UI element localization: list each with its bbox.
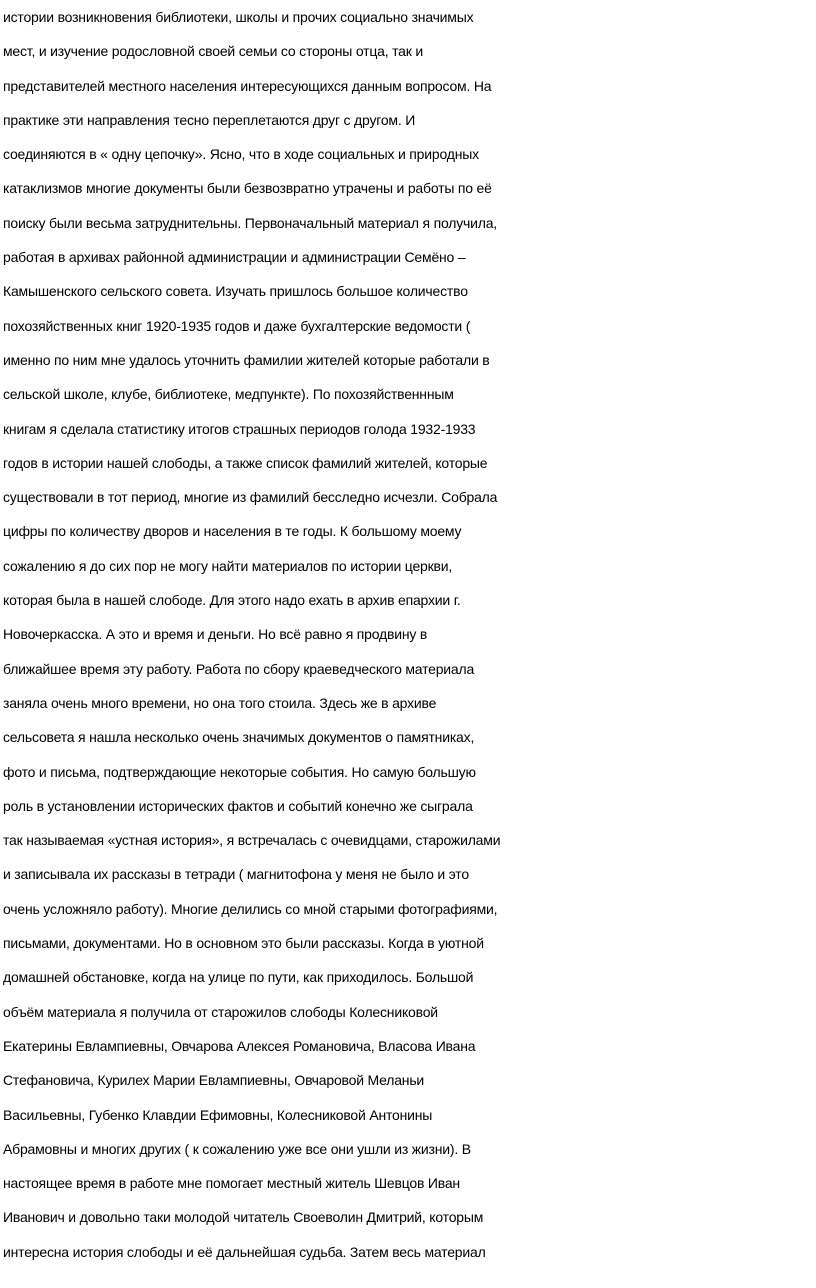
text-line: ближайшее время эту работу. Работа по сбору краеведческого материала	[3, 660, 475, 677]
text-line: объём материала я получила от старожилов слободы Колесниковой	[3, 1003, 438, 1020]
text-line: практике эти направления тесно переплетаются друг с другом. И	[3, 111, 416, 128]
text-line: Новочеркасска. А это и время и деньги. Но всё равно я продвину в	[3, 626, 428, 643]
text-line: сельской школе, клубе, библиотеке, медпункте). По похозяйственнным	[3, 386, 454, 403]
text-line: годов в истории нашей слободы, а также список фамилий жителей, которые	[3, 454, 488, 471]
text-line: настоящее время в работе мне помогает местный житель Шевцов Иван	[3, 1175, 460, 1192]
text-line: сожалению я до сих пор не могу найти материалов по истории церкви,	[3, 557, 453, 574]
text-line: Васильевны, Губенко Клавдии Ефимовны, Колесниковой Антонины	[3, 1106, 433, 1123]
document-body-text	[3, 0, 816, 1269]
text-line: заняла очень много времени, но она того стоила. Здесь же в архиве	[3, 694, 437, 711]
text-line: поиску были весьма затруднительны. Первоначальный материал я получила,	[3, 214, 497, 231]
text-line: похозяйственных книг 1920-1935 годов и даже бухгалтерские ведомости (	[3, 317, 471, 334]
text-line: и записывала их рассказы в тетради ( магнитофона у меня не было и это	[3, 866, 469, 883]
text-line: фото и письма, подтверждающие некоторые события. Но самую большую	[3, 763, 476, 780]
text-line: так называемая «устная история», я встречалась с очевидцами, старожилами	[3, 832, 501, 849]
text-line: роль в установлении исторических фактов и событий конечно же сыграла	[3, 797, 473, 814]
text-line: которая была в нашей слободе. Для этого надо ехать в архив епархии г.	[3, 592, 461, 609]
text-line: сельсовета я нашла несколько очень значимых документов о памятниках,	[3, 729, 475, 746]
text-line: существовали в тот период, многие из фамилий бесследно исчезли. Собрала	[3, 489, 498, 506]
text-line: цифры по количеству дворов и населения в те годы. К большому моему	[3, 523, 462, 540]
text-line: письмами, документами. Но в основном это были рассказы. Когда в уютной	[3, 935, 484, 952]
text-line: очень усложняло работу). Многие делились со мной старыми фотографиями,	[3, 900, 498, 917]
text-line: Иванович и довольно таки молодой читатель Своеволин Дмитрий, которым	[3, 1209, 484, 1226]
text-line: работая в архивах районной администрации и администрации Семёно –	[3, 249, 466, 266]
text-line: Камышенского сельского совета. Изучать пришлось большое количество	[3, 283, 468, 300]
text-line: мест, и изучение родословной своей семьи со стороны отца, так и	[3, 43, 424, 60]
text-line: истории возникновения библиотеки, школы и прочих социально значимых	[3, 9, 474, 25]
text-line: соединяются в « одну цепочку». Ясно, что в ходе социальных и природных	[3, 146, 479, 163]
text-line: Стефановича, Курилех Марии Евлампиевны, Овчаровой Меланьи	[3, 1072, 425, 1089]
text-line: книгам я сделала статистику итогов страшных периодов голода 1932-1933	[3, 420, 476, 437]
text-line: Екатерины Евлампиевны, Овчарова Алексея Романовича, Власова Ивана	[3, 1037, 476, 1054]
text-line: катаклизмов многие документы были безвозвратно утрачены и работы по её	[3, 180, 492, 197]
text-line: Абрамовны и многих других ( к сожалению уже все они ушли из жизни). В	[3, 1140, 471, 1157]
text-line: интересна история слободы и её дальнейшая судьба. Затем весь материал	[3, 1243, 486, 1260]
text-line: домашней обстановке, когда на улице по пути, как приходилось. Большой	[3, 969, 474, 986]
text-line: представителей местного населения интересующихся данным вопросом. На	[3, 77, 492, 94]
text-line: именно по ним мне удалось уточнить фамилии жителей которые работали в	[3, 351, 490, 368]
